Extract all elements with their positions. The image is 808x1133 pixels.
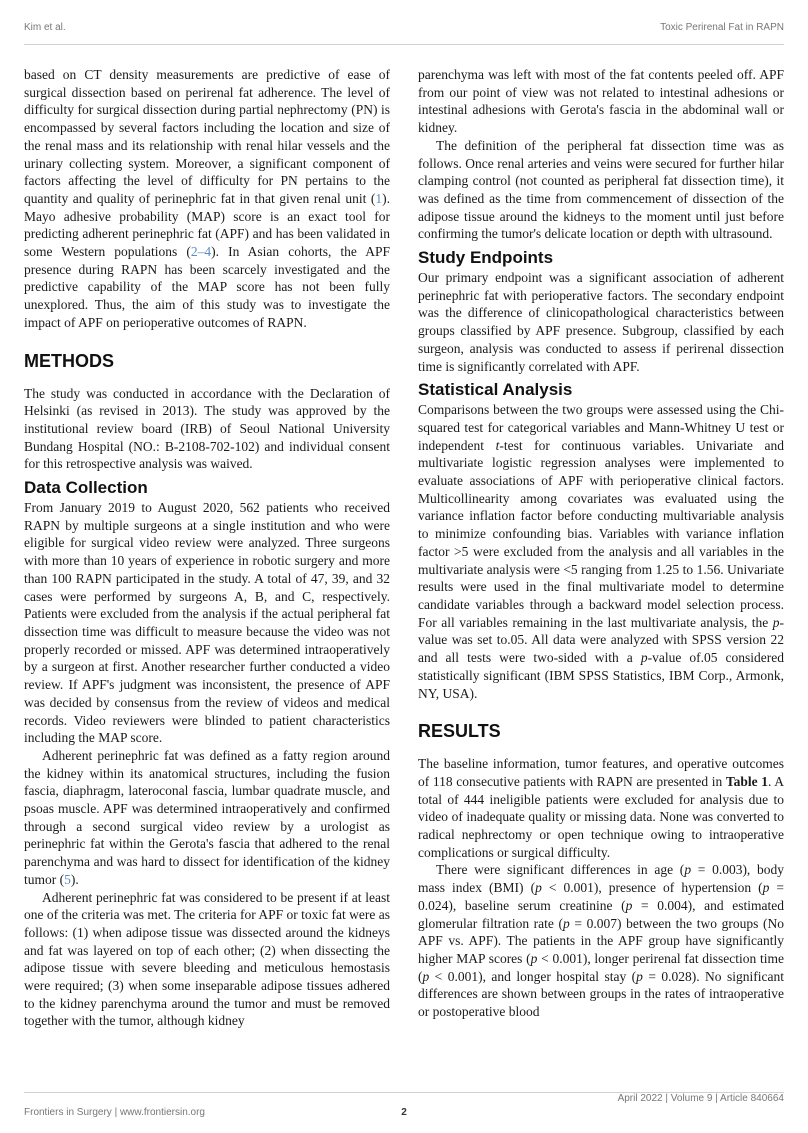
left-column <box>24 66 390 1030</box>
section-heading-methods: METHODS <box>24 350 114 371</box>
subsection-heading-statistics: Statistical Analysis <box>418 380 573 400</box>
table-reference-link[interactable]: Table 1 <box>725 773 768 789</box>
methods-paragraph: The study was conducted in accordance with the Declaration of Helsinki (as revised in 2013). The study was approved by the institutional review board (IRB) of Seoul National University Bundang Hospital (NO.: B-2108-702-102) and individual consent for this retrospective analysis was waived. <box>24 385 390 472</box>
subsection-heading-endpoints: Study Endpoints <box>418 248 554 268</box>
page-header <box>24 22 784 45</box>
apf-definition-paragraph: Adherent perinephric fat was defined as a fatty region around the kidney within its anatomical structures, including the fusion fascia, diaphragm, lateroconal fascia, lumbar quadrate muscle, and psoas muscle. APF was determined intraoperatively and confirmed through a second surgical video review by a urologist as perinephric fat within the Gerota's fascia that adhered to the renal parenchyma and was hard to dissect for identification of the kidney tumor (5). <box>24 747 390 887</box>
citation-link[interactable]: 1 <box>375 190 383 206</box>
running-title: Toxic Perirenal Fat in RAPN <box>660 22 784 33</box>
intro-paragraph: based on CT density measurements are predictive of ease of surgical dissection based on perirenal fat adherence. The level of difficulty for surgical dissection during partial nephrectomy (PN) is encompassed by several factors including the location and size of the renal mass and its relationship with renal hilar vessels and the urinary collecting system. Moreover, a significant component of factors affecting the level of difficulty for PN pertains to the quantity and quality of perinephric fat in that given renal unit (1). Mayo adhesive probability (MAP) score is an exact tool for predicting adherent perinephric fat (APF) and has been validated in some Western populations (2–4). In Asian cohorts, the APF presence during RAPN has been scarcely investigated and the predictive capability of the MAP score has not been fully unexplored. Thus, the aim of this study was to investigate the impact of APF on perioperative outcomes of RAPN. <box>24 67 391 330</box>
article-info: April 2022 | Volume 9 | Article 840664 <box>617 1093 784 1104</box>
citation-link[interactable]: 2–4 <box>190 244 212 260</box>
apf-criteria-paragraph: Adherent perinephric fat was considered to be present if at least one of the criteria was met. The criteria for APF or toxic fat were as follows: (1) when adipose tissue was dissected around the kidneys and fat was layered on top of each other; (2) when dissecting the adipose tissue with severe bleeding and meticulous hemostasis were required; (3) when some inseparable adipose tissues adhered to the kidney parenchyma around the tumor and must be removed together with the tumor, although kidney <box>24 889 390 1029</box>
results-differences-paragraph: There were significant differences in age (p = 0.003), body mass index (BMI) (p < 0.001), presence of hypertension (p = 0.024), baseline serum creatinine (p = 0.004), and estimated glomerular filtration rate (p = 0.007) between the two groups (No APF vs. APF). The patients in the APF group have significantly higher MAP scores (p < 0.001), longer perirenal fat dissection time (p < 0.001), and longer hospital stay (p = 0.028). No significant differences are shown between groups in the rates of intraoperative or postoperative blood <box>418 862 785 1020</box>
data-collection-paragraph: From January 2019 to August 2020, 562 patients who received RAPN by multiple surgeons at a single institution and who were eligible for surgical video review were analyzed. Three surgeons with more than 10 years of experience in robotic surgery and more than 100 RAPN participated in the study. A total of 47, 39, and 32 cases were performed by surgeons A, B, and C, respectively. Patients were excluded from the analysis if the actual peripheral fat dissection time was difficult to measure because the video was not properly recorded or missed. APF was determined intraoperatively by a surgeon at first. Another researcher further conducted a video review. If APF's judgment was inconsistent, the presence of APF was decided by consensus from the review of videos and medical records. Video reviewers were blinded to patient characteristics including the MAP score. <box>24 500 390 746</box>
section-heading-results: RESULTS <box>418 721 501 742</box>
subsection-heading-data-collection: Data Collection <box>24 478 148 498</box>
statistics-paragraph: Comparisons between the two groups were assessed using the Chi-squared test for categorical variables and Mann-Whitney U test or independent t-test for continuous variables. Univariate and multivariate logistic regression analyses were implemented to evaluate associations of APF with perioperative clinical factors. Multicollinearity among covariates was evaluated using the variance inflation factor before conducting multivariable analysis to minimize confounding bias. Variables with variance inflation factor >5 were excluded from the analysis and all variables in the multivariate analysis were <5 ranging from 1.25 to 1.56. Univariate results were used in the final multivariate model to determine candidate variables through a backward model selection process. For all variables remaining in the last multivariate analysis, the p-value was set to.05. All data were analyzed with SPSS version 22 and all tests were two-sided with a p-value of.05 considered statistically significant (IBM SPSS Statistics, IBM Corp., Armonk, NY, USA). <box>418 402 785 701</box>
journal-link[interactable]: Frontiers in Surgery | www.frontiersin.org <box>24 1107 205 1118</box>
running-author: Kim et al. <box>24 22 66 33</box>
dissection-time-paragraph: The definition of the peripheral fat dissection time was as follows. Once renal arteries and veins were secured for further hilar clamping control (not counted as peripheral fat dissection time), it was defined as the time from commencement of dissection of the adipose tissue around the kidneys to the moment until just before confirming the tumor's delicate location or depth with ultrasound. <box>418 137 784 242</box>
endpoints-paragraph: Our primary endpoint was a significant association of adherent perinephric fat with perioperative factors. The secondary endpoint was the difference of clinicopathological characteristics between groups classified by APF presence. Subgroup, classified by each surgeon, analysis was conducted to assess if perirenal dissection time is significantly correlated with APF. <box>418 270 784 374</box>
page-footer <box>24 1092 784 1127</box>
citation-link[interactable]: 5 <box>64 871 71 887</box>
results-paragraph: The baseline information, tumor features, and operative outcomes of 118 consecutive patients with RAPN are presented in Table 1. A total of 444 ineligible patients were excluded for analysis due to video of inadequate quality or missing data. None was converted to radical nephrectomy or open technique owing to intraoperative complications or surgical difficulty. <box>418 756 784 860</box>
page-number: 2 <box>401 1107 407 1118</box>
right-column <box>418 66 784 1021</box>
continued-paragraph: parenchyma was left with most of the fat contents peeled off. APF from our point of view was not related to intestinal adhesions or intestinal adhesions with Gerota's fascia in the abdominal wall or kidney. <box>418 67 784 136</box>
